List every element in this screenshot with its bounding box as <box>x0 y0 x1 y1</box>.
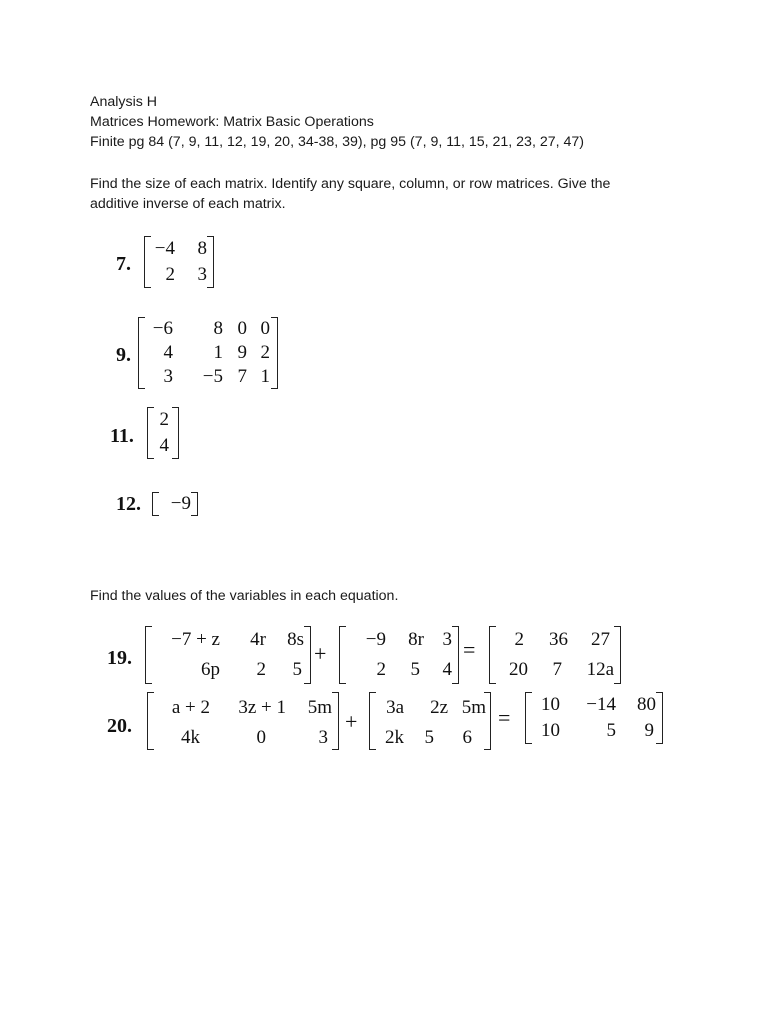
matrix-cell: 3z + 1 <box>238 697 286 718</box>
matrix-cell: 2 <box>159 409 169 430</box>
matrix-row <box>370 726 490 750</box>
instruction-equations: Find the values of the variables in each equation. <box>90 588 399 604</box>
matrix-cell: 5m <box>307 697 332 718</box>
matrix-row <box>148 726 338 750</box>
matrix <box>152 492 198 516</box>
assignment-title: Matrices Homework: Matrix Basic Operations <box>90 114 374 130</box>
matrix-row <box>526 693 662 717</box>
matrix-row <box>145 237 213 261</box>
matrix-cell: 1 <box>213 342 223 363</box>
matrix-cell: 5 <box>410 659 420 680</box>
matrix-cell: 4 <box>159 435 169 456</box>
matrix-cell: 2 <box>514 629 524 650</box>
matrix-cell: 6 <box>462 727 472 748</box>
matrix-cell: −6 <box>152 318 173 339</box>
problem-number: 11. <box>110 425 134 447</box>
matrix-row <box>145 263 213 287</box>
matrix-row <box>153 492 197 516</box>
matrix <box>144 236 214 288</box>
matrix-cell: 2 <box>256 659 266 680</box>
matrix-cell: −9 <box>365 629 386 650</box>
matrix-cell: −7 + z <box>171 629 220 650</box>
problem-number: 20. <box>107 715 132 737</box>
matrix <box>138 317 278 389</box>
matrix-cell: 4 <box>442 659 452 680</box>
right-matrix <box>525 692 663 744</box>
matrix-row <box>526 719 662 743</box>
right-matrix <box>489 626 621 684</box>
matrix-cell: 4k <box>181 727 200 748</box>
matrix-cell: a + 2 <box>171 697 210 718</box>
matrix-row <box>148 408 178 432</box>
matrix-cell: 36 <box>549 629 568 650</box>
matrix-row <box>139 341 277 365</box>
matrix-cell: 8 <box>197 238 207 259</box>
matrix-row <box>340 658 458 682</box>
matrix-row <box>146 658 310 682</box>
matrix-cell: −5 <box>202 366 223 387</box>
matrix-cell: 8r <box>408 629 424 650</box>
matrix-cell: 10 <box>541 694 560 715</box>
matrix-cell: 3 <box>197 264 207 285</box>
matrix-cell: 2 <box>165 264 175 285</box>
matrix-cell: −14 <box>586 694 616 715</box>
matrix-cell: 2k <box>385 727 404 748</box>
matrix-cell: 7 <box>237 366 247 387</box>
matrix-row <box>490 658 620 682</box>
matrix-cell: 2 <box>376 659 386 680</box>
matrix-cell: 0 <box>237 318 247 339</box>
matrix-row <box>146 628 310 652</box>
problem-number: 9. <box>116 344 131 366</box>
matrix-cell: 7 <box>552 659 562 680</box>
problem-number: 12. <box>116 493 141 515</box>
assignment-pages: Finite pg 84 (7, 9, 11, 12, 19, 20, 34-38, 39), pg 95 (7, 9, 11, 15, 21, 23, 27, 47) <box>90 134 585 150</box>
matrix-cell: 6p <box>201 659 220 680</box>
matrix-row <box>340 628 458 652</box>
matrix-cell: 3 <box>318 727 328 748</box>
middle-matrix <box>339 626 459 684</box>
matrix-cell: 20 <box>509 659 528 680</box>
matrix-cell: 4 <box>163 342 173 363</box>
matrix-row <box>370 696 490 720</box>
matrix-cell: 8s <box>287 629 304 650</box>
matrix-cell: 3a <box>386 697 404 718</box>
plus-sign: + <box>314 641 327 666</box>
problem-number: 19. <box>107 647 132 669</box>
matrix-cell: 27 <box>591 629 610 650</box>
matrix-cell: 1 <box>260 366 270 387</box>
matrix-row <box>139 317 277 341</box>
course-title: Analysis H <box>90 94 158 110</box>
matrix <box>147 407 179 459</box>
matrix-cell: 8 <box>213 318 223 339</box>
matrix-cell: 0 <box>260 318 270 339</box>
matrix-cell: 9 <box>644 720 654 741</box>
middle-matrix <box>369 692 491 750</box>
matrix-row <box>490 628 620 652</box>
equals-sign: = <box>498 705 511 730</box>
matrix-cell: 5 <box>292 659 302 680</box>
plus-sign: + <box>345 709 358 734</box>
equals-sign: = <box>463 637 476 662</box>
matrix-cell: 5m <box>461 697 486 718</box>
problem-number: 7. <box>116 253 131 275</box>
left-matrix <box>147 692 339 750</box>
matrix-cell: 9 <box>237 342 247 363</box>
matrix-cell: 5 <box>606 720 616 741</box>
matrix-cell: −4 <box>154 238 175 259</box>
matrix-row <box>139 365 277 389</box>
matrix-row <box>148 434 178 458</box>
instruction-size-line1: Find the size of each matrix. Identify any square, column, or row matrices. Give the <box>90 176 611 192</box>
matrix-cell: 4r <box>250 629 266 650</box>
matrix-cell: 0 <box>256 727 266 748</box>
left-matrix <box>145 626 311 684</box>
matrix-row <box>148 696 338 720</box>
instruction-size-line2: additive inverse of each matrix. <box>90 196 286 212</box>
matrix-cell: 2 <box>260 342 270 363</box>
matrix-cell: 3 <box>163 366 173 387</box>
matrix-cell: 80 <box>637 694 656 715</box>
matrix-cell: 12a <box>586 659 614 680</box>
matrix-cell: 5 <box>424 727 434 748</box>
matrix-cell: 2z <box>430 697 448 718</box>
matrix-cell: 3 <box>442 629 452 650</box>
matrix-cell: 10 <box>541 720 560 741</box>
matrix-cell: −9 <box>170 493 191 514</box>
